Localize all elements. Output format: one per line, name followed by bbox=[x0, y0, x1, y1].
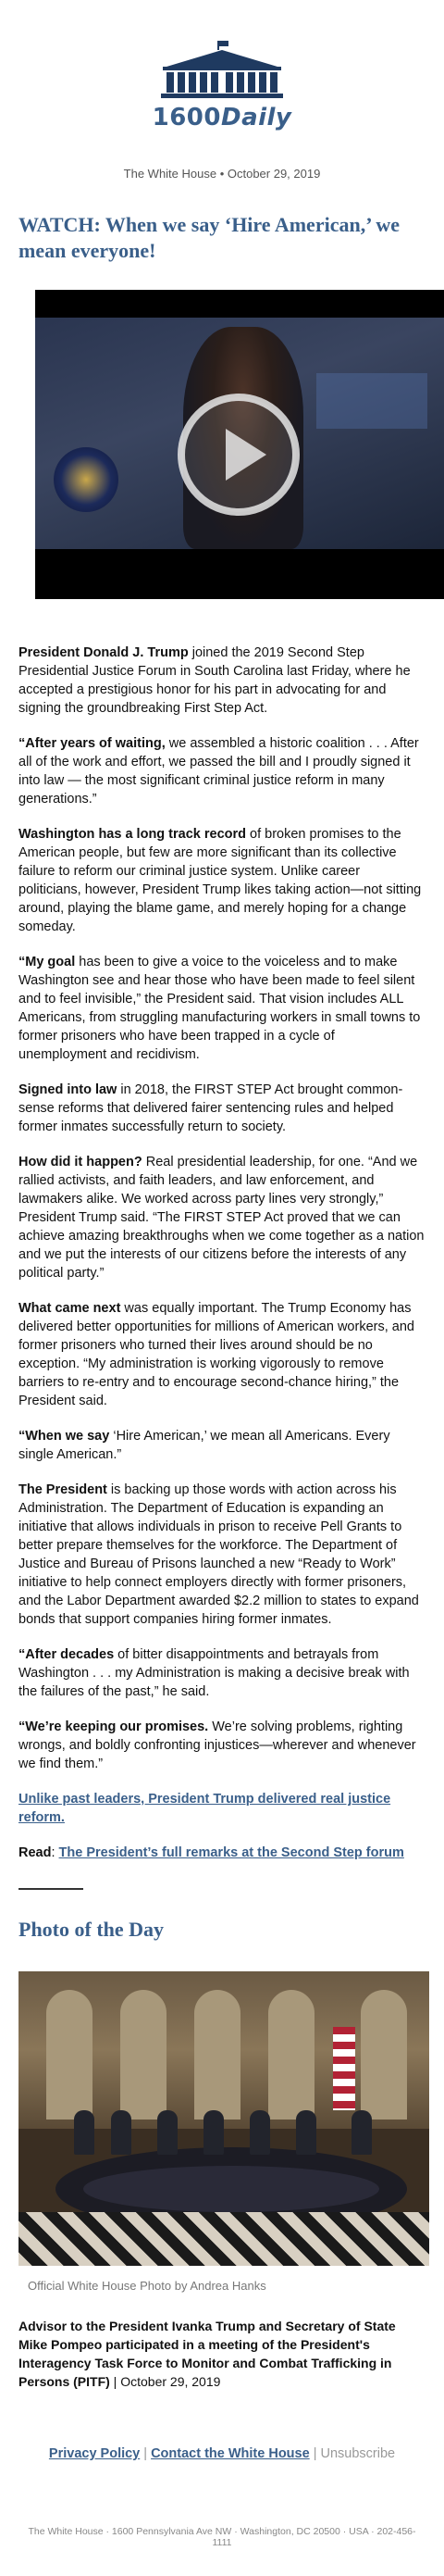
footer-address: The White House · 1600 Pennsylvania Ave NW · Washington, DC 20500 · USA · 202-456-1111 bbox=[28, 2526, 416, 2548]
paragraph-5 bbox=[18, 1081, 426, 1136]
logo-number: 1600 bbox=[152, 104, 221, 131]
photo-table-cloth bbox=[83, 2166, 379, 2212]
white-house-logo-icon bbox=[157, 41, 287, 100]
paragraph-lead: What came next bbox=[18, 1301, 121, 1316]
paragraph-lead: Signed into law bbox=[18, 1082, 117, 1097]
paragraph-lead: How did it happen? bbox=[18, 1155, 142, 1169]
paragraph-10 bbox=[18, 1645, 426, 1701]
photo-floor bbox=[18, 2212, 429, 2266]
paragraph-9 bbox=[18, 1481, 426, 1629]
paragraph-lead: “We’re keeping our promises. bbox=[18, 1719, 209, 1734]
footer-links bbox=[18, 2446, 426, 2461]
unlike-past-link[interactable]: Unlike past leaders, President Trump delivered real justice reform. bbox=[18, 1792, 391, 1825]
photo-person bbox=[157, 2110, 178, 2155]
paragraph-text: Real presidential leadership, for one. “And we rallied activists, and faith leaders, and law enforcement, and lawmakers alike. We worked across party lines very strongly,” President Trump said. “The FIRST STEP Act proved that we can achieve amazing breakthroughs when we come together as a nation and we put the interests of our citizens before the interests of any political party.” bbox=[18, 1155, 425, 1281]
paragraph-lead: Washington has a long track record bbox=[18, 827, 247, 842]
photo-person bbox=[204, 2110, 224, 2155]
paragraph-lead: “After decades bbox=[18, 1647, 115, 1662]
photo-arch bbox=[268, 1990, 314, 2120]
paragraph-lead: “After years of waiting, bbox=[18, 736, 166, 751]
read-paragraph bbox=[18, 1844, 426, 1862]
paragraph-lead: President Donald J. Trump bbox=[18, 645, 189, 660]
paragraph-text: was equally important. The Trump Economy has delivered better opportunities for millions of American workers, and former prisoners who turned their lives around should be no exception. “My administration is working vigorously to remove barriers to re-entry and to encourage second-chance hiring,” the President said. bbox=[18, 1301, 414, 1408]
paragraph-text: of bitter disappointments and betrayals from Washington . . . my Administration is making a decisive break with the failures of the past,” he said. bbox=[18, 1647, 410, 1699]
footer-separator: | bbox=[140, 2446, 152, 2461]
presidential-seal-icon bbox=[54, 447, 118, 512]
video-thumbnail[interactable] bbox=[35, 290, 444, 599]
photo-description-date: | October 29, 2019 bbox=[109, 2374, 221, 2389]
photo-arch bbox=[194, 1990, 240, 2120]
paragraph-lead: The President bbox=[18, 1482, 107, 1497]
logo-wordmark bbox=[0, 104, 444, 131]
photo-person bbox=[74, 2110, 94, 2155]
photo-description bbox=[18, 2317, 426, 2391]
paragraph-1 bbox=[18, 644, 426, 718]
paragraph-6 bbox=[18, 1153, 426, 1282]
read-label: Read bbox=[18, 1845, 52, 1860]
photo-arch bbox=[46, 1990, 92, 2120]
header bbox=[0, 0, 444, 131]
photo-description-bold: Advisor to the President Ivanka Trump and Secretary of State Mike Pompeo participated in a meeting of the President's Interagency Task Force to Monitor and Combat Trafficking in Persons (PITF) bbox=[18, 2319, 396, 2389]
watch-headline[interactable]: WATCH: When we say ‘Hire American,’ we mean everyone! bbox=[18, 213, 401, 262]
paragraph-text: we assembled a historic coalition . . . After all of the work and effort, we passed the bill and I proudly signed it into law — the most significant criminal justice reform in many generations.” bbox=[18, 736, 419, 807]
paragraph-text: in 2018, the FIRST STEP Act brought common-sense reforms that delivered fairer sentencing rules and helped former inmates successfully return to society. bbox=[18, 1082, 403, 1134]
privacy-policy-link[interactable]: Privacy Policy bbox=[48, 2446, 141, 2461]
photo-person bbox=[352, 2110, 372, 2155]
photo-of-the-day-image bbox=[18, 1971, 429, 2266]
paragraph-text: has been to give a voice to the voiceless and to make Washington see and hear those who have been made to feel silent and to feel invisible,” the President said. That vision includes ALL Americans, from struggling manufacturing workers in small towns to former prisoners who have been trapped in a cycle of unemployment and recidivism. bbox=[18, 955, 421, 1062]
paragraph-text: of broken promises to the American people, but few are more significant than its collective failure to reform our criminal justice system. Unlike career politicians, however, President Trump likes taking action—not sitting around, playing the blame game, and merely hoping for a change someday. bbox=[18, 827, 422, 934]
footer-separator: | bbox=[309, 2446, 321, 2461]
paragraph-lead: “When we say bbox=[18, 1429, 110, 1444]
article-body bbox=[18, 644, 426, 1862]
content bbox=[0, 212, 444, 2576]
full-remarks-link[interactable]: The President’s full remarks at the Second Step forum bbox=[58, 1845, 404, 1860]
paragraph-3 bbox=[18, 825, 426, 936]
play-icon[interactable] bbox=[176, 392, 302, 518]
unlike-past-paragraph bbox=[18, 1790, 426, 1827]
read-colon: : bbox=[51, 1845, 59, 1860]
paragraph-2 bbox=[18, 734, 426, 808]
paragraph-7 bbox=[18, 1299, 426, 1410]
photo-caption: Official White House Photo by Andrea Hanks bbox=[28, 2279, 266, 2293]
flag-icon bbox=[333, 2027, 355, 2110]
photo-person bbox=[250, 2110, 270, 2155]
paragraph-4 bbox=[18, 953, 426, 1064]
paragraph-11 bbox=[18, 1718, 426, 1773]
backdrop-logo bbox=[316, 373, 427, 429]
unsubscribe-link[interactable]: Unsubscribe bbox=[320, 2446, 396, 2461]
photo-arch bbox=[361, 1990, 407, 2120]
contact-link[interactable]: Contact the White House bbox=[151, 2446, 310, 2461]
section-divider bbox=[18, 1888, 83, 1890]
paragraph-text: We’re solving problems, righting wrongs, and boldly confronting injustices—wherever and whenever we find them.” bbox=[18, 1719, 416, 1771]
photo-person bbox=[111, 2110, 131, 2155]
paragraph-8 bbox=[18, 1427, 426, 1464]
paragraph-text: is backing up those words with action across his Administration. The Department of Education is expanding an initiative that allows individuals in prison to receive Pell Grants to better prepare themselves for the workforce. The Department of Justice and Bureau of Prisons launched a new “Ready to Work” initiative to help connect employers directly with former prisoners, and the Labor Department awarded $2.2 million to states to expand bonds that support companies hiring former inmates. bbox=[18, 1482, 419, 1627]
paragraph-lead: “My goal bbox=[18, 955, 76, 969]
photo-of-the-day-heading: Photo of the Day bbox=[18, 1918, 165, 1941]
photo-person bbox=[296, 2110, 316, 2155]
dateline: The White House • October 29, 2019 bbox=[123, 167, 321, 181]
paragraph-text: ‘Hire American,’ we mean all Americans. Every single American.” bbox=[18, 1429, 390, 1462]
photo-arch bbox=[120, 1990, 166, 2120]
paragraph-text: joined the 2019 Second Step Presidential Justice Forum in South Carolina last Friday, where he accepted a prestigious honor for his part in advocating for and signing the groundbreaking First Step Act. bbox=[18, 645, 411, 716]
logo-word: Daily bbox=[220, 104, 292, 131]
